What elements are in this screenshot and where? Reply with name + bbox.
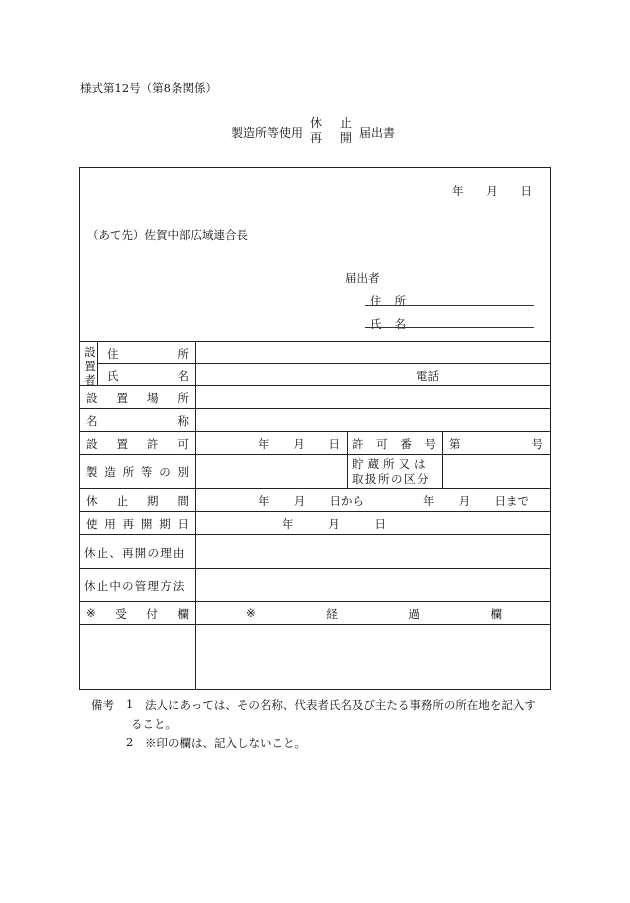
form-number: 様式第12号（第8条関係）: [80, 81, 217, 95]
divider: [79, 534, 551, 535]
resume-date-label: 使 用 再 開 期 日: [86, 517, 189, 531]
divider: [79, 624, 551, 625]
title-option-resume: 再 開: [310, 131, 352, 145]
storage-class-label: 貯蔵所又は 取扱所の区分: [352, 457, 430, 486]
divider: [79, 568, 551, 569]
notifier-name-line[interactable]: [365, 327, 534, 328]
facility-type-label: 製 造 所 等 の 別: [86, 465, 189, 479]
resume-date: 年 月 日: [282, 517, 386, 531]
submission-date: 年 月 日: [452, 184, 532, 198]
permit-number-value: 第 号: [449, 437, 543, 451]
reason-label: 休止、再開の理由: [84, 546, 186, 560]
title-prefix: 製造所等使用: [231, 126, 304, 140]
progress-column-label: ※ 経 過 欄: [246, 606, 502, 621]
reception-column-label: ※ 受 付 欄: [86, 606, 189, 621]
remarks-label: 備考: [91, 698, 114, 712]
remark-text: ※印の欄は、記入しないこと。: [145, 736, 306, 750]
divider: [79, 454, 551, 455]
management-method-label: 休止中の管理方法: [84, 579, 186, 593]
notifier-address-line[interactable]: [365, 305, 534, 306]
install-location-label: 設 置 場 所: [86, 391, 189, 405]
notifier-label: 届出者: [345, 271, 380, 285]
divider: [97, 363, 551, 364]
divider: [79, 488, 551, 489]
divider: [442, 431, 443, 488]
divider: [347, 431, 348, 488]
period-to: 年 月 日まで: [423, 494, 529, 508]
remark-number: 1: [126, 697, 134, 711]
remark-number: 2: [126, 735, 134, 749]
install-permit-label: 設 置 許 可: [86, 437, 189, 451]
installer-name-label: 氏 名: [107, 369, 189, 383]
divider: [79, 601, 551, 602]
notifier-name-label: 氏 名: [370, 317, 406, 331]
remark-text-continued: ること。: [131, 717, 177, 731]
remark-text: 法人にあっては、その名称、代表者氏名及び主たる事務所の所在地を記入す: [145, 698, 536, 712]
title-option-suspend: 休 止: [310, 116, 352, 130]
divider: [79, 431, 551, 432]
notifier-address-label: 住 所: [370, 294, 406, 308]
phone-label: 電話: [416, 369, 439, 383]
title-options: [310, 116, 352, 146]
permit-date: 年 月 日: [258, 437, 340, 451]
divider: [79, 341, 551, 342]
title-suffix: 届出書: [359, 126, 396, 140]
divider: [195, 341, 196, 690]
divider: [97, 341, 98, 385]
suspension-period-label: 休 止 期 間: [86, 494, 189, 508]
divider: [79, 385, 551, 386]
installer-group-label: 設 置 者: [84, 345, 96, 387]
divider: [79, 511, 551, 512]
period-from: 年 月 日から: [258, 494, 364, 508]
permit-number-label: 許 可 番 号: [352, 437, 436, 451]
installer-address-label: 住 所: [107, 347, 189, 361]
divider: [79, 408, 551, 409]
facility-name-label: 名 称: [86, 414, 189, 428]
addressee: （あて先）佐賀中部広域連合長: [87, 228, 248, 242]
